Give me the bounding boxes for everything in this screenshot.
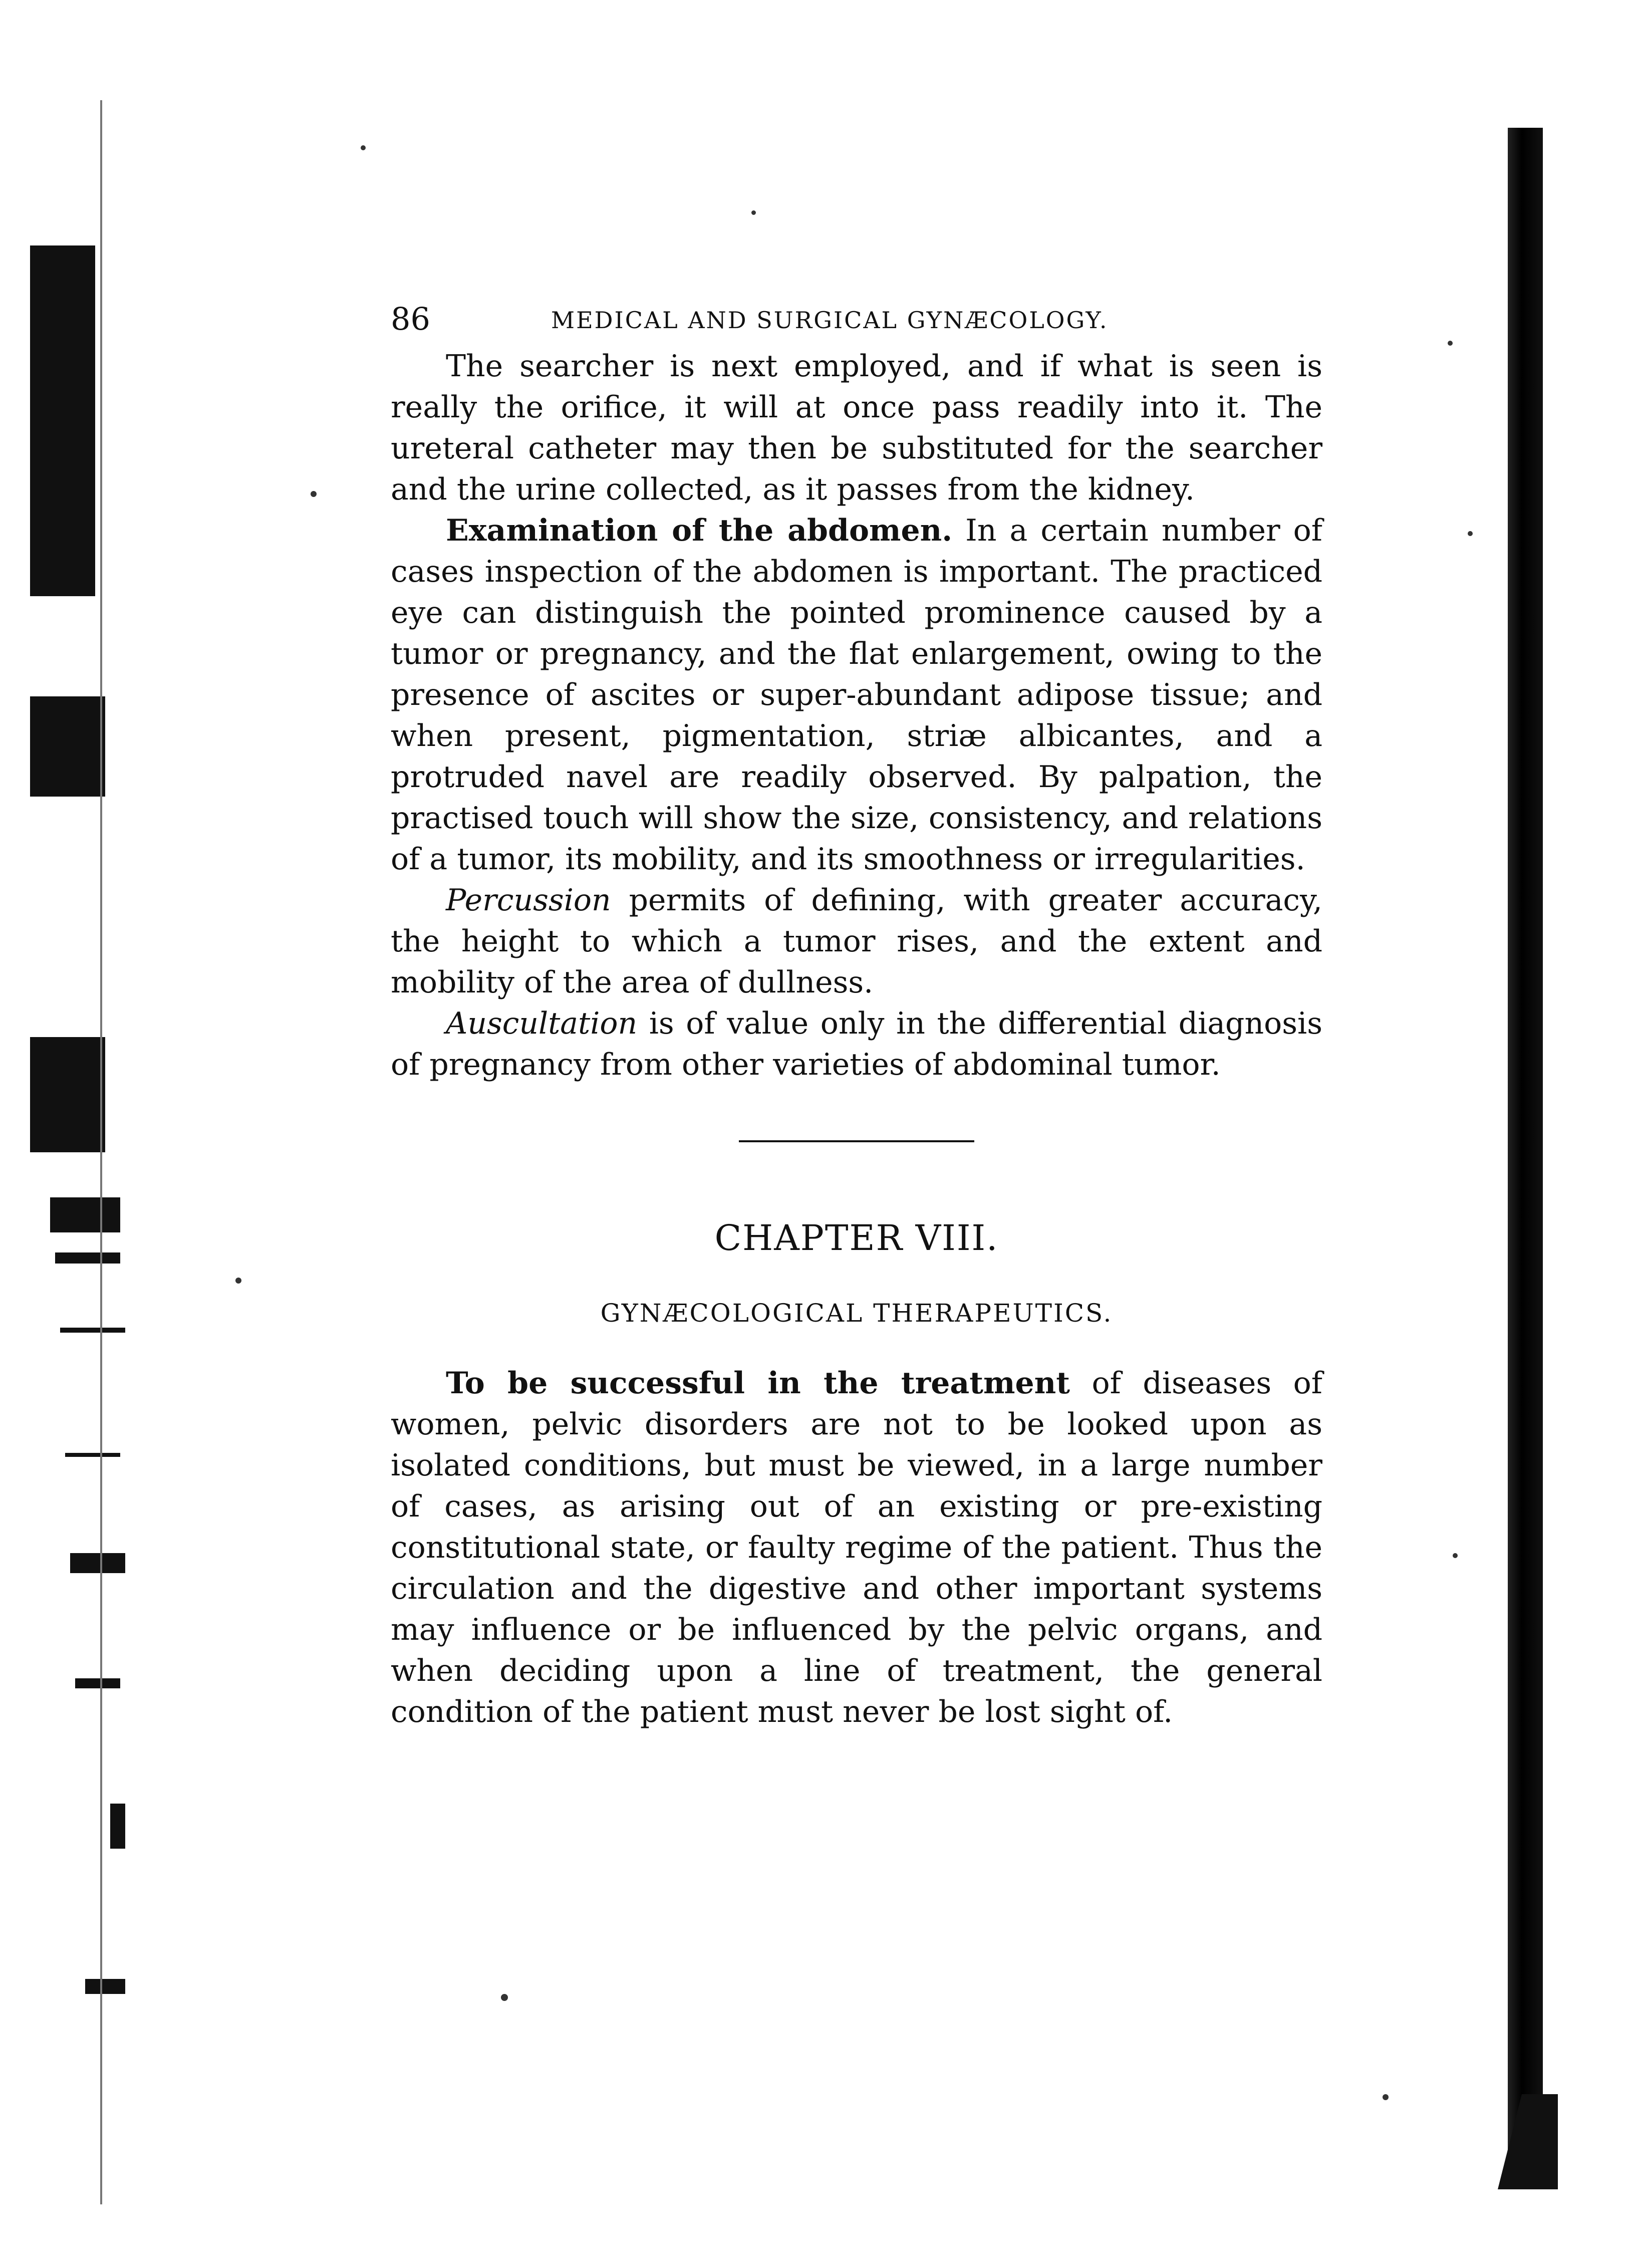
scan-artifact [70,1553,125,1573]
scan-artifact [75,1678,120,1688]
paragraph-abdomen-examination [391,510,1322,880]
paragraph-text: permits of defining, with greater accuracy, the height to which a tumor rises, and the extent and mobility of the area of dullness. [391,883,1322,1000]
scan-speck [1468,531,1473,536]
scan-artifact [110,1804,125,1849]
scan-artifact [50,1197,120,1232]
scan-speck [1383,2094,1389,2100]
scan-speck [1448,341,1453,346]
paragraph-searcher: The searcher is next employed, and if what is seen is really the orifice, it will at once pass readily into it. The ureteral catheter may then be substituted for the searcher and the urine collected, as it passes from the kidney. [391,349,1322,507]
running-head [391,301,1322,346]
scan-artifact [30,1037,105,1152]
paragraph-lead-term: Auscultation [446,1006,638,1041]
paragraph-text: In a certain number of cases inspection of the abdomen is important. The practiced eye can distinguish the pointed prominence caused by a tumor or pregnancy, and the flat enlargement, owing to the presence of ascites or super-abundant adipose tissue; and when present, pigmentation, striæ albicantes, and a protruded navel are readily observed. By palpation, the practised touch will show the size, consistency, and relations of a tumor, its mobility, and its smoothness or irregularities. [391,513,1323,877]
scan-artifact [100,100,102,2204]
paragraph-text: of diseases of women, pelvic disorders are not to be looked upon as isolated conditions, but must be viewed, in a large number of cases, as arising out of an existing or pre-existing constitutional state, or faulty regime of the patient. Thus the circulation and the digestive and other important systems may influence or be influenced by the pelvic organs, and when deciding upon a line of treatment, the general condition of the patient must never be lost sight of. [391,1366,1322,1729]
paragraph-percussion [391,880,1322,1003]
paragraph-lead-term: Percussion [446,883,611,918]
scan-speck [1453,1553,1458,1558]
section-divider [739,1140,974,1142]
scan-artifact [30,245,95,596]
paragraph-therapeutics [391,1363,1322,1732]
paragraph-auscultation [391,1003,1322,1085]
paragraph-text: is of value only in the differential diagnosis of pregnancy from other varieties of abdominal tumor. [391,1006,1322,1082]
chapter-body [391,1363,1322,1732]
scan-artifact [55,1252,120,1264]
scan-artifact [30,696,105,797]
paragraph-lead-heading: Examination of the abdomen. [446,513,953,548]
running-head-title: MEDICAL AND SURGICAL GYNÆCOLOGY. [551,307,1109,334]
scan-speck [235,1278,241,1284]
chapter-title: CHAPTER VIII. [714,1217,999,1258]
chapter-subtitle: GYNÆCOLOGICAL THERAPEUTICS. [600,1299,1113,1328]
scan-artifact [85,1979,125,1994]
scan-speck [311,491,317,497]
scan-margin-right [1508,128,1543,2172]
page-number: 86 [391,301,430,337]
book-page [391,301,1322,1732]
scan-speck [751,210,756,215]
scan-artifact [1498,2094,1558,2189]
scan-artifact [60,1328,125,1333]
scan-artifact [65,1453,120,1457]
scan-speck [501,1994,508,2001]
scan-speck [361,145,366,150]
scan-margin-left [0,0,130,2268]
paragraph-lead-heading: To be successful in the treatment [446,1366,1070,1401]
